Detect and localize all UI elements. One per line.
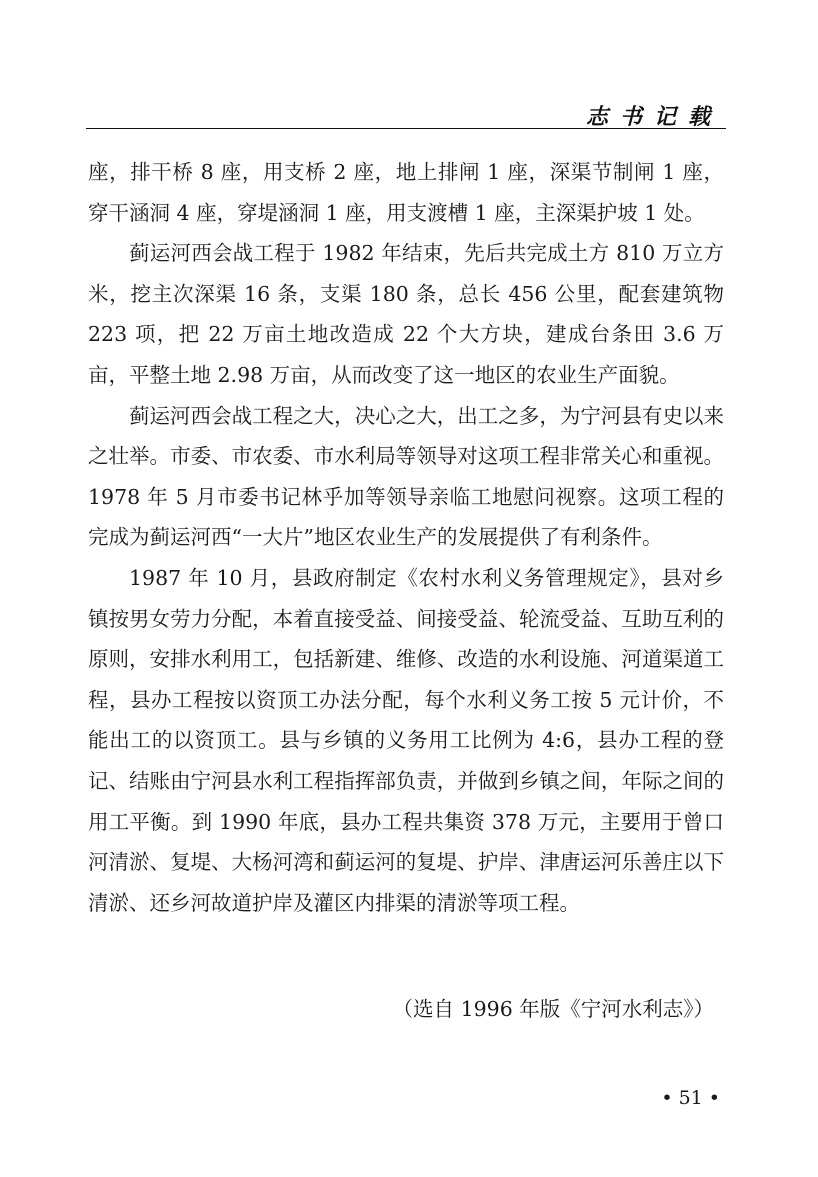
paragraph: 蓟运河西会战工程之大，决心之大，出工之多，为宁河县有史以来之壮举。市委、市农委、市水利局等领导对这项工程非常关心和重视。1978 年 5 月市委书记林乎加等领导亲临工地慰问视察。这项工程的完成为蓟运河西“一大片”地区农业生产的发展提供了有利条件。 [88, 403, 724, 550]
body-text [88, 152, 724, 923]
header-rule [86, 128, 726, 129]
source-citation: （选自 1996 年版《宁河水利志》） [392, 997, 714, 1021]
page-number: • 51 • [661, 1087, 720, 1109]
running-header-title: 志书记载 [585, 105, 722, 130]
paragraph-continued: 座，排干桥 8 座，用支桥 2 座，地上排闸 1 座，深渠节制闸 1 座，穿干涵洞 4 座，穿堤涵洞 1 座，用支渡槽 1 座，主深渠护坡 1 处。 [88, 160, 724, 225]
paragraph: 蓟运河西会战工程于 1982 年结束，先后共完成土方 810 万立方米，挖主次深渠 16 条，支渠 180 条，总长 456 公里，配套建筑物 223 项，把 22 万亩土地改造成 22 个大方块，建成台条田 3.6 万亩，平整土地 2.98 万亩，从而改变了这一地区的农业生产面貌。 [88, 241, 724, 387]
paragraph: 1987 年 10 月，县政府制定《农村水利义务管理规定》，县对乡镇按男女劳力分配，本着直接受益、间接受益、轮流受益、互助互利的原则，安排水利用工，包括新建、维修、改造的水利设施、河道渠道工程，县办工程按以资顶工办法分配，每个水利义务工按 5 元计价，不能出工的以资顶工。县与乡镇的义务用工比例为 4:6，县办工程的登记、结账由宁河县水利工程指挥部负责，并做到乡镇之间，年际之间的用工平衡。到 1990 年底，县办工程共集资 378 万元，主要用于曾口河清淤、复堤、大杨河湾和蓟运河的复堤、护岸、津唐运河乐善庄以下清淤、还乡河故道护岸及灌区内排渠的清淤等项工程。 [88, 565, 724, 915]
